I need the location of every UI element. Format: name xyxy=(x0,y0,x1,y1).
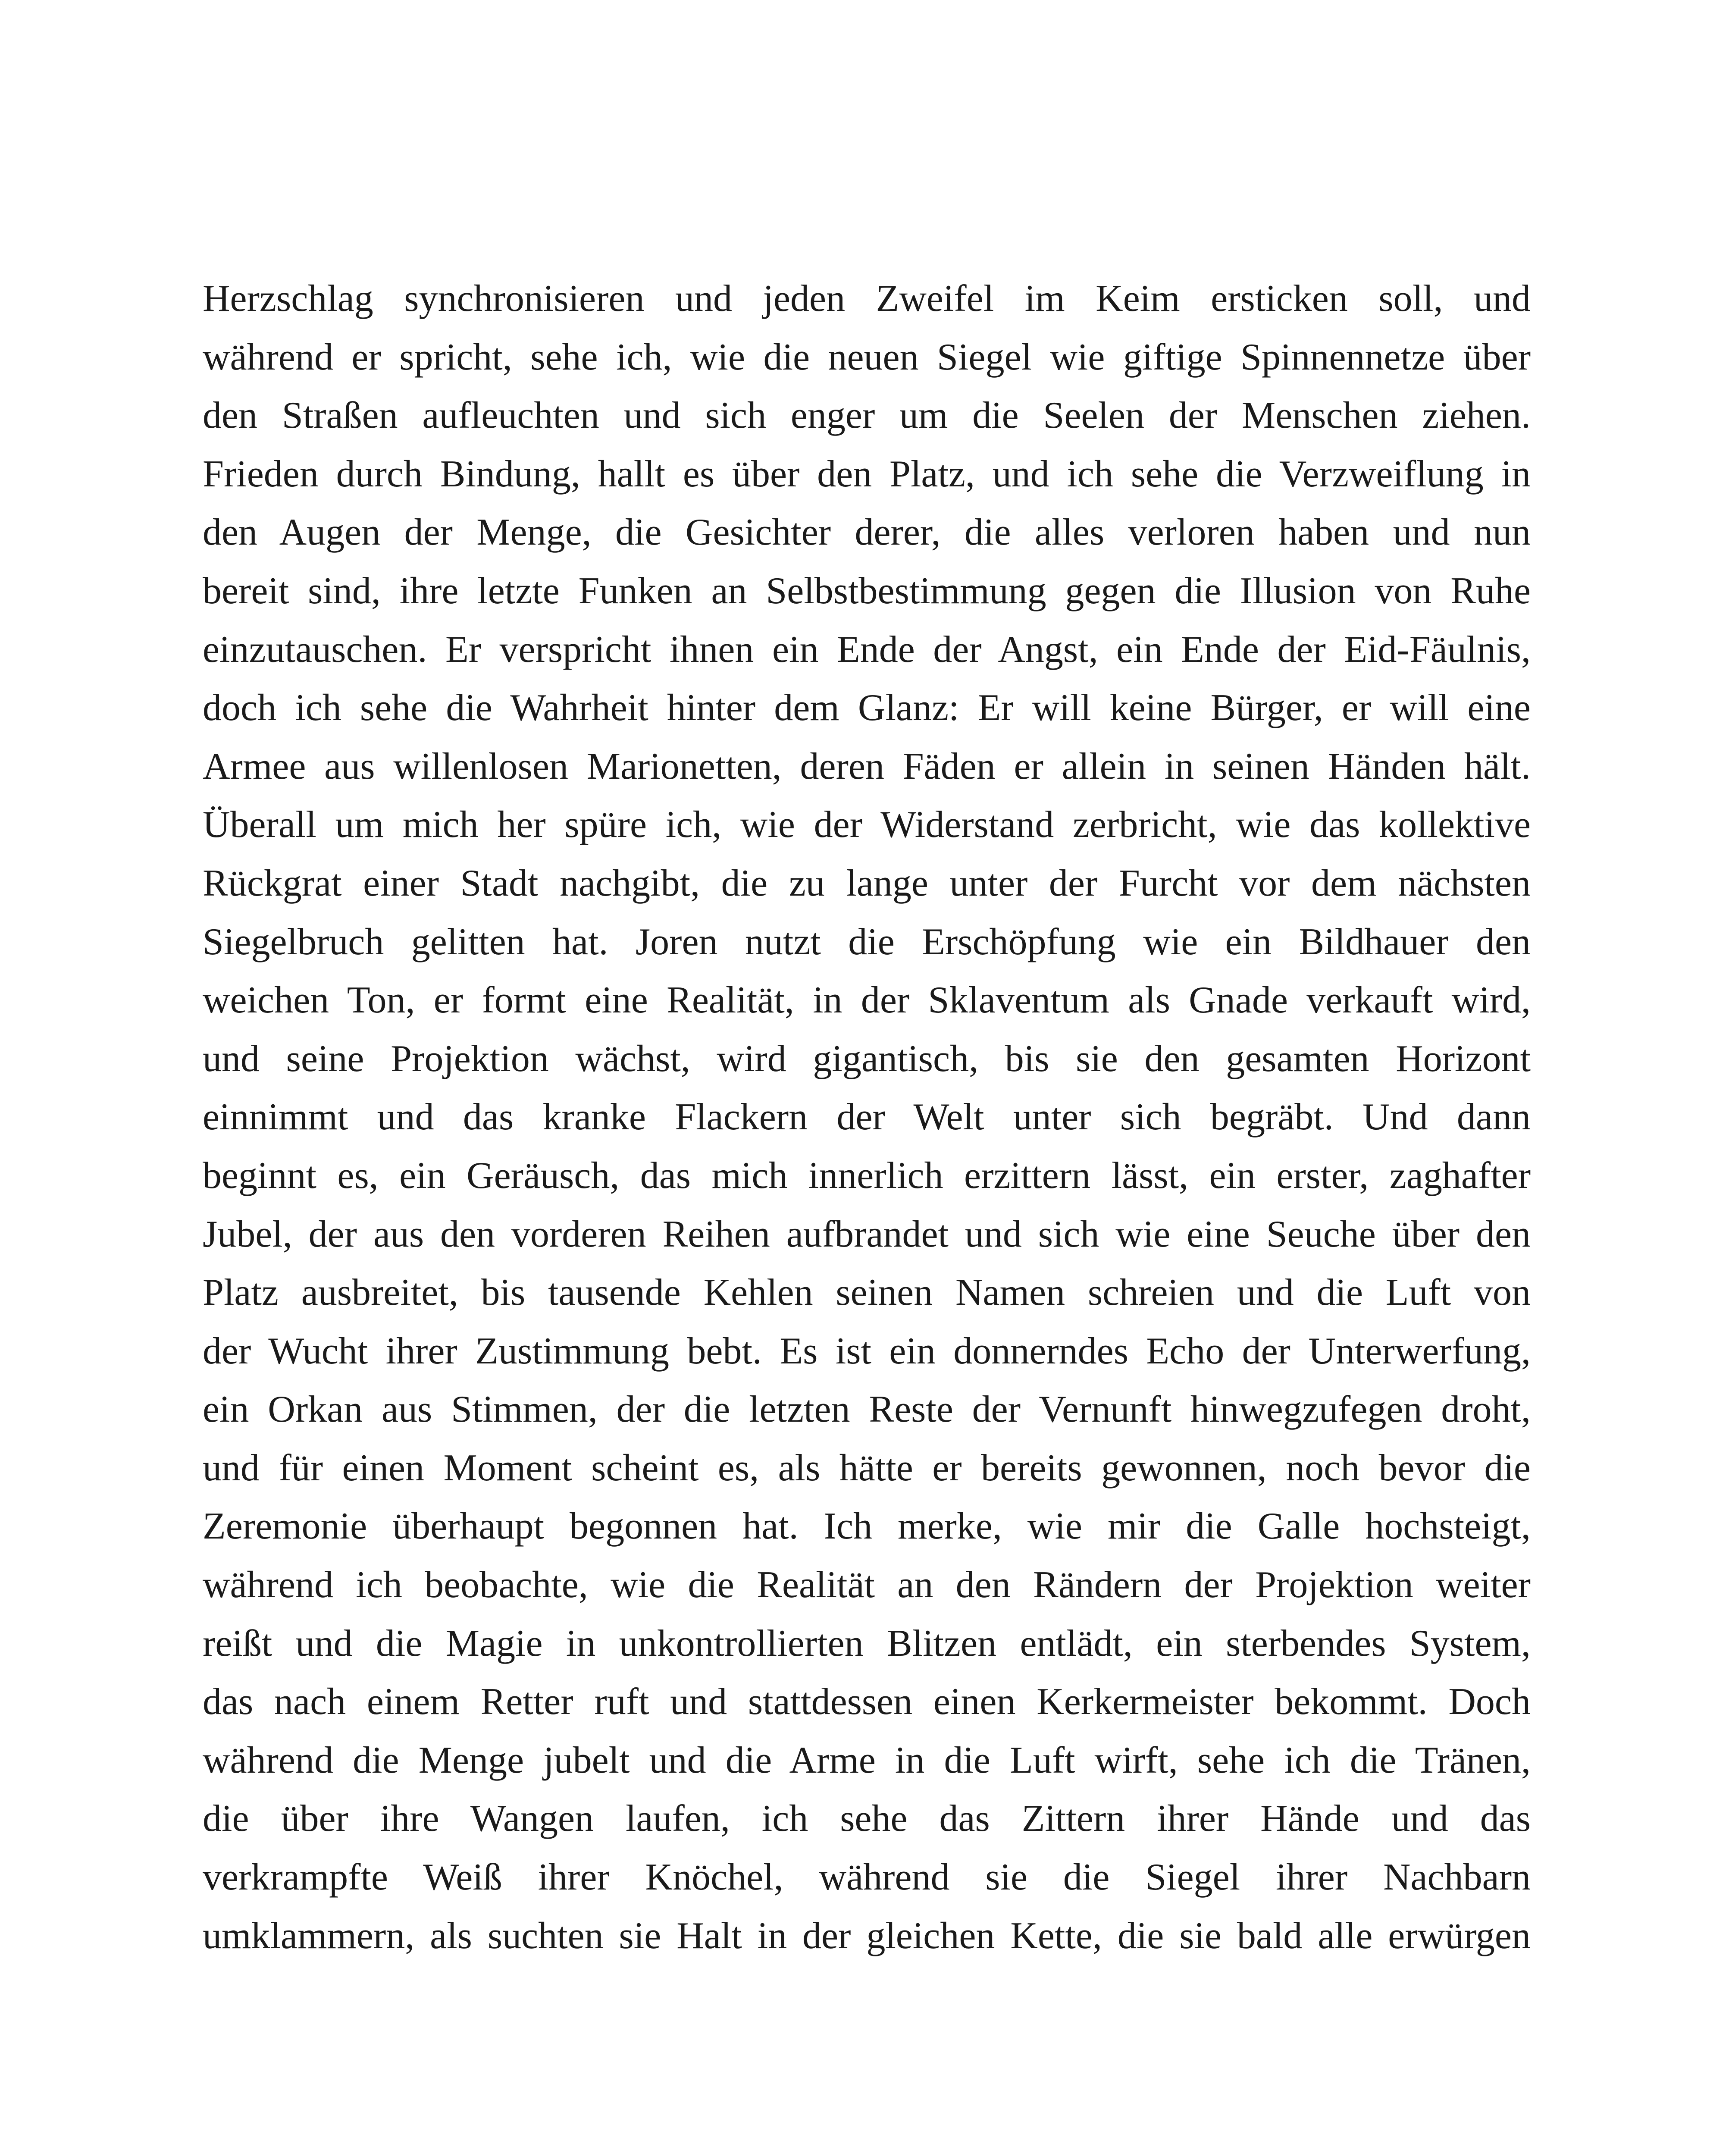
text-line: verkrampfte Weiß ihrer Knöchel, während sie die Siegel ihrer Nachbarn xyxy=(203,1856,1531,1899)
text-line: bereit sind, ihre letzte Funken an Selbstbestimmung gegen die Illusion von Ruhe xyxy=(203,570,1531,612)
text-line: den Straßen aufleuchten und sich enger um die Seelen der Menschen ziehen. xyxy=(203,395,1531,437)
text-line: Platz ausbreitet, bis tausende Kehlen seinen Namen schreien und die Luft von xyxy=(203,1272,1531,1314)
text-line: und für einen Moment scheint es, als hätte er bereits gewonnen, noch bevor die xyxy=(203,1447,1531,1489)
text-line: während er spricht, sehe ich, wie die neuen Siegel wie giftige Spinnennetze über xyxy=(203,336,1531,378)
text-line: Überall um mich her spüre ich, wie der Widerstand zerbricht, wie das kollektive xyxy=(203,804,1531,846)
text-line: und seine Projektion wächst, wird gigantisch, bis sie den gesamten Horizont xyxy=(203,1037,1531,1080)
text-line: Rückgrat einer Stadt nachgibt, die zu lange unter der Furcht vor dem nächsten xyxy=(203,862,1531,904)
text-line: das nach einem Retter ruft und stattdessen einen Kerkermeister bekommt. Doch xyxy=(203,1681,1531,1723)
text-line: Jubel, der aus den vorderen Reihen aufbrandet und sich wie eine Seuche über den xyxy=(203,1213,1531,1255)
text-line: Herzschlag synchronisieren und jeden Zweifel im Keim ersticken soll, und xyxy=(203,278,1531,320)
text-line: weichen Ton, er formt eine Realität, in der Sklaventum als Gnade verkauft wird, xyxy=(203,979,1531,1022)
text-line: beginnt es, ein Geräusch, das mich innerlich erzittern lässt, ein erster, zaghafter xyxy=(203,1154,1531,1197)
body-text xyxy=(203,270,1531,1965)
text-line: einzutauschen. Er verspricht ihnen ein Ende der Angst, ein Ende der Eid-Fäulnis, xyxy=(203,628,1531,671)
text-line: doch ich sehe die Wahrheit hinter dem Glanz: Er will keine Bürger, er will eine xyxy=(203,687,1531,729)
text-line: während die Menge jubelt und die Arme in die Luft wirft, sehe ich die Tränen, xyxy=(203,1739,1531,1781)
text-line: die über ihre Wangen laufen, ich sehe das Zittern ihrer Hände und das xyxy=(203,1798,1531,1840)
text-line: Siegelbruch gelitten hat. Joren nutzt die Erschöpfung wie ein Bildhauer den xyxy=(203,921,1531,963)
text-line: Zeremonie überhaupt begonnen hat. Ich merke, wie mir die Galle hochsteigt, xyxy=(203,1505,1531,1548)
text-line: umklammern, als suchten sie Halt in der gleichen Kette, die sie bald alle erwürgen xyxy=(203,1915,1531,1957)
text-line: Frieden durch Bindung, hallt es über den Platz, und ich sehe die Verzweiflung in xyxy=(203,453,1531,495)
text-line: während ich beobachte, wie die Realität an den Rändern der Projektion weiter xyxy=(203,1564,1531,1606)
text-line: reißt und die Magie in unkontrollierten Blitzen entlädt, ein sterbendes System, xyxy=(203,1622,1531,1664)
text-line: ein Orkan aus Stimmen, der die letzten Reste der Vernunft hinwegzufegen droht, xyxy=(203,1388,1531,1431)
text-line: Armee aus willenlosen Marionetten, deren Fäden er allein in seinen Händen hält. xyxy=(203,745,1531,787)
text-line: der Wucht ihrer Zustimmung bebt. Es ist ein donnerndes Echo der Unterwerfung, xyxy=(203,1330,1531,1372)
text-line: den Augen der Menge, die Gesichter derer, die alles verloren haben und nun xyxy=(203,511,1531,554)
text-line: einnimmt und das kranke Flackern der Welt unter sich begräbt. Und dann xyxy=(203,1096,1531,1138)
